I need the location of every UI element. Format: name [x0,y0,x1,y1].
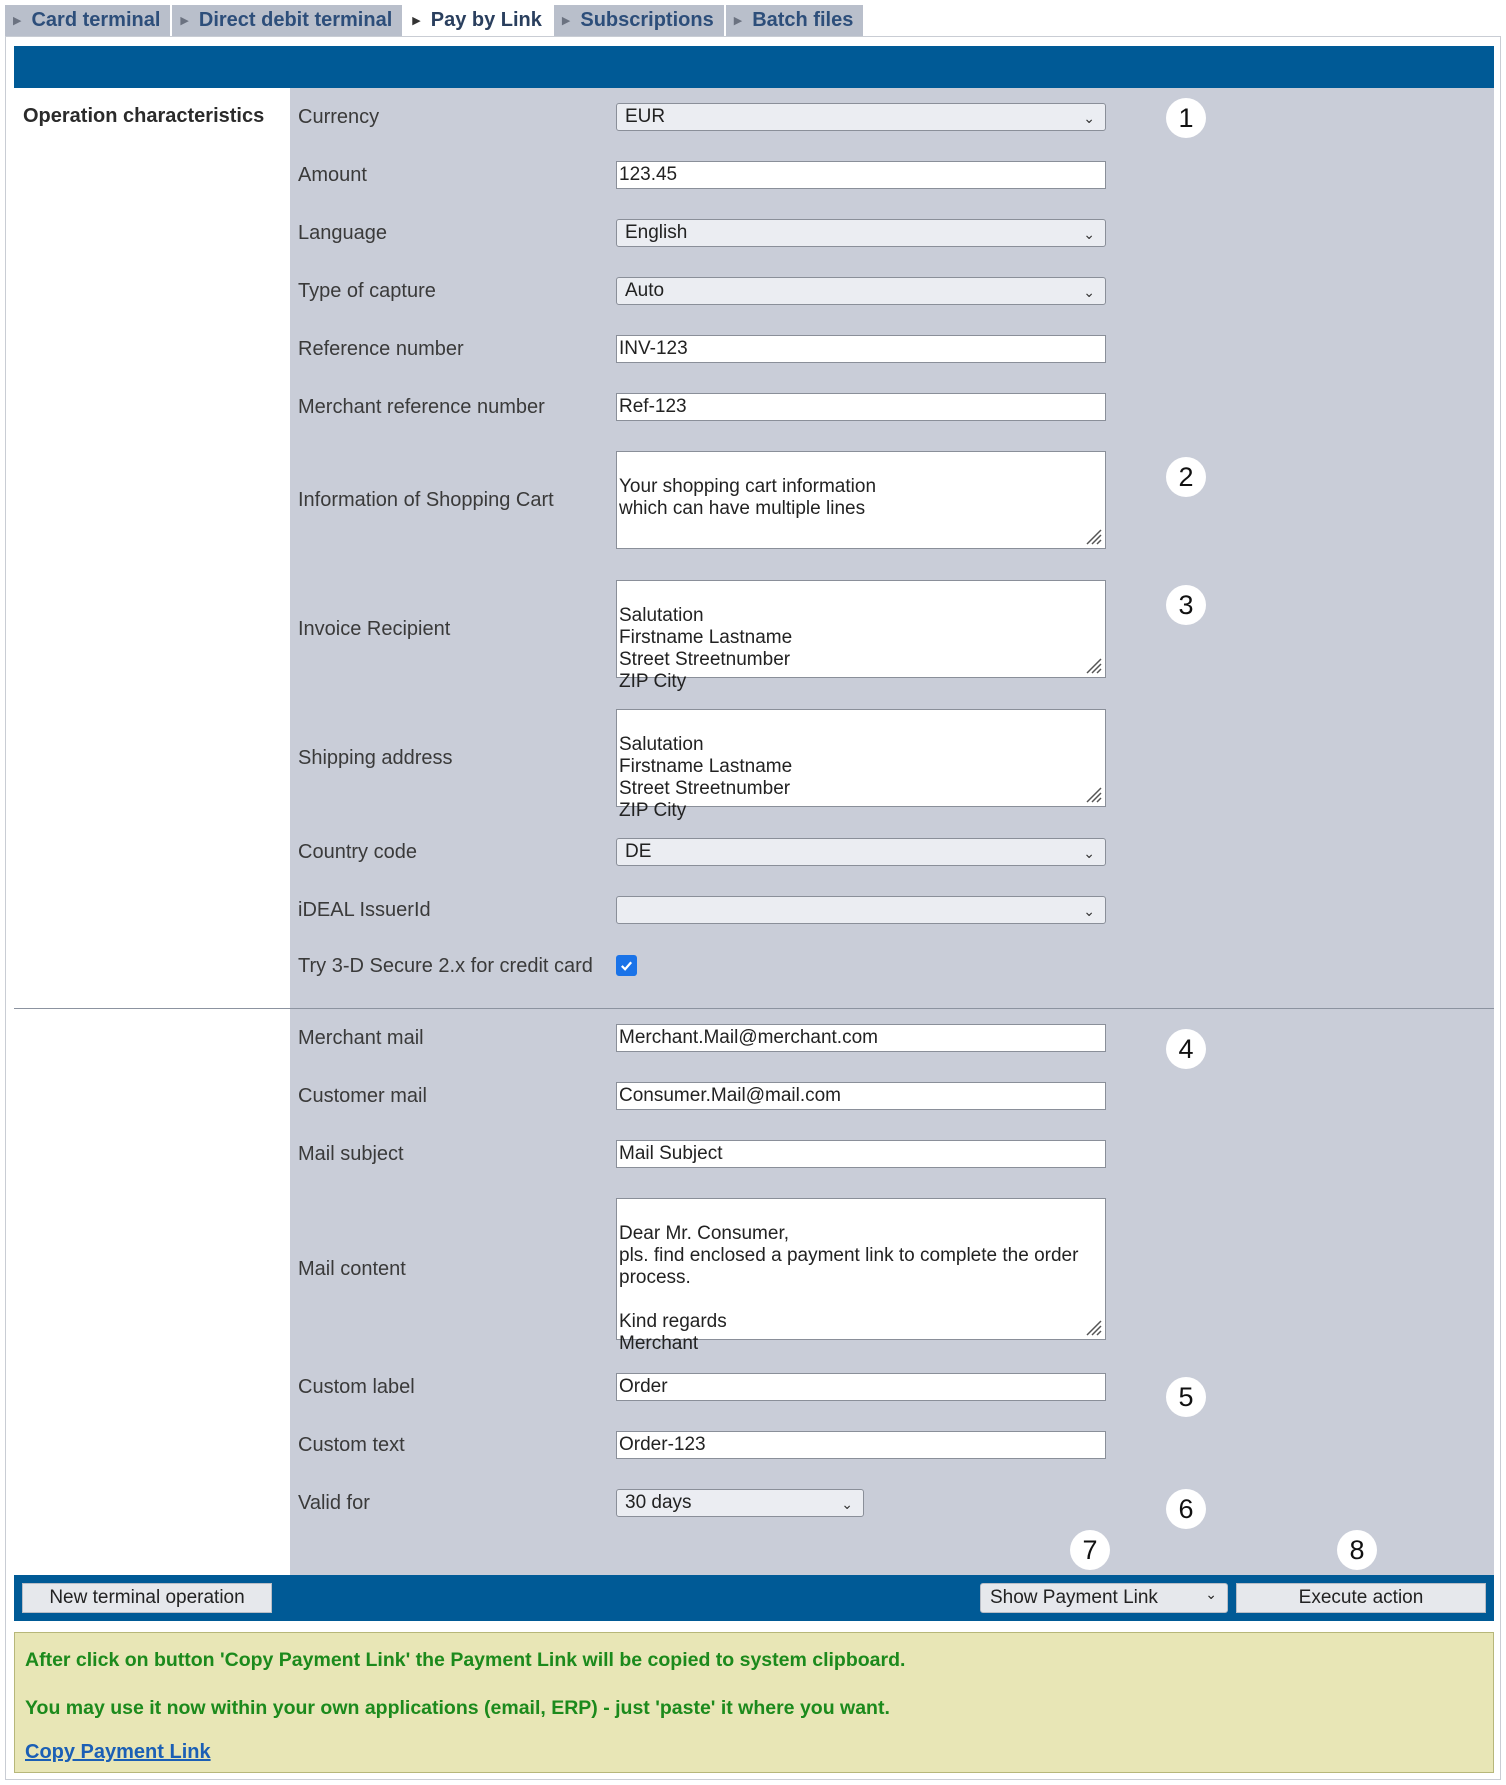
chevron-down-icon: ⌄ [1083,903,1095,919]
step-badge-5: 5 [1166,1377,1206,1417]
country-code-label: Country code [298,841,417,863]
capture-select[interactable] [616,277,1106,305]
language-label: Language [298,222,387,244]
chevron-down-icon: ⌄ [1083,110,1095,126]
currency-select[interactable] [616,103,1106,131]
tab-bar [5,5,865,36]
shopping-cart-label: Information of Shopping Cart [298,489,554,511]
mail-content-text: Dear Mr. Consumer, pls. find enclosed a payment link to complete the order process. Kind regards Merchant [619,1223,1079,1354]
section-title: Operation characteristics [23,105,265,127]
shopping-cart-text: Your shopping cart information which can have multiple lines [619,476,877,519]
customer-mail-input[interactable]: Consumer.Mail@mail.com [616,1082,1106,1110]
step-badge-7: 7 [1070,1530,1110,1570]
reference-input[interactable]: INV-123 [616,335,1106,363]
copy-payment-link[interactable]: Copy Payment Link [25,1741,211,1763]
country-code-select[interactable] [616,838,1106,866]
valid-for-value: 30 days [625,1492,692,1513]
ideal-issuer-select[interactable] [616,896,1106,924]
invoice-recipient-label: Invoice Recipient [298,618,451,640]
resize-grip-icon[interactable] [1082,654,1102,674]
chevron-down-icon: ⌄ [841,1496,853,1512]
tab-batch-files[interactable] [726,5,864,36]
step-badge-2: 2 [1166,457,1206,497]
shipping-address-text: Salutation Firstname Lastname Street Streetnumber ZIP City [619,734,793,821]
resize-grip-icon[interactable] [1082,783,1102,803]
execute-action-button[interactable]: Execute action [1236,1583,1486,1613]
language-select[interactable] [616,219,1106,247]
language-value: English [625,222,688,243]
tab-pay-by-link[interactable] [404,5,552,36]
info-box [14,1632,1494,1773]
tab-label: Pay by Link [430,9,542,31]
country-code-value: DE [625,841,652,862]
amount-label: Amount [298,164,367,186]
mail-content-label: Mail content [298,1258,406,1280]
tab-label: Subscriptions [580,9,714,31]
triangle-right-icon: ▶ [412,15,421,27]
chevron-down-icon: ⌄ [1205,1586,1217,1602]
tab-label: Direct debit terminal [198,9,393,31]
step-badge-6: 6 [1166,1489,1206,1529]
custom-text-label: Custom text [298,1434,405,1456]
currency-value: EUR [625,106,666,127]
capture-label: Type of capture [298,280,436,302]
mail-content-textarea[interactable] [616,1198,1106,1354]
chevron-down-icon: ⌄ [1083,226,1095,242]
capture-value: Auto [625,280,665,301]
shopping-cart-textarea[interactable] [616,451,1106,549]
step-badge-1: 1 [1166,98,1206,138]
currency-label: Currency [298,106,380,128]
section-divider [14,1008,1494,1009]
custom-text-input[interactable]: Order-123 [616,1431,1106,1459]
three-d-secure-label: Try 3-D Secure 2.x for credit card [298,955,593,977]
shipping-address-label: Shipping address [298,747,453,769]
mail-subject-label: Mail subject [298,1143,404,1165]
step-badge-8: 8 [1337,1530,1377,1570]
customer-mail-label: Customer mail [298,1085,427,1107]
show-payment-link-value: Show Payment Link [990,1587,1158,1608]
checkmark-icon [619,958,634,973]
valid-for-label: Valid for [298,1492,370,1514]
step-badge-4: 4 [1166,1029,1206,1069]
chevron-down-icon: ⌄ [1083,284,1095,300]
amount-input[interactable]: 123.45 [616,161,1106,189]
custom-label-input[interactable]: Order [616,1373,1106,1401]
mail-subject-input[interactable]: Mail Subject [616,1140,1106,1168]
merchant-reference-label: Merchant reference number [298,396,545,418]
info-line-clipboard: After click on button 'Copy Payment Link' the Payment Link will be copied to system clipboard. [25,1649,906,1671]
tab-label: Batch files [752,9,854,31]
tab-card-terminal[interactable] [5,5,170,36]
invoice-recipient-text: Salutation Firstname Lastname Street Streetnumber ZIP City [619,605,793,692]
ideal-issuer-label: iDEAL IssuerId [298,899,431,921]
form-panel [290,88,1494,1575]
three-d-secure-checkbox[interactable] [616,955,637,976]
show-payment-link-select[interactable] [980,1583,1228,1613]
merchant-reference-input[interactable]: Ref-123 [616,393,1106,421]
triangle-right-icon: ▶ [13,15,22,27]
step-badge-3: 3 [1166,585,1206,625]
header-bar [14,46,1494,88]
section-column [14,88,290,1575]
triangle-right-icon: ▶ [561,15,571,27]
custom-label-label: Custom label [298,1376,415,1398]
merchant-mail-input[interactable]: Merchant.Mail@merchant.com [616,1024,1106,1052]
invoice-recipient-textarea[interactable] [616,580,1106,692]
tab-subscriptions[interactable] [554,5,724,36]
tab-label: Card terminal [31,9,161,31]
valid-for-select[interactable] [616,1489,864,1517]
resize-grip-icon[interactable] [1082,525,1102,545]
triangle-right-icon: ▶ [180,15,189,27]
tab-direct-debit-terminal[interactable] [172,5,402,36]
new-terminal-operation-button[interactable]: New terminal operation [22,1583,272,1613]
chevron-down-icon: ⌄ [1083,845,1095,861]
info-line-paste: You may use it now within your own applications (email, ERP) - just 'paste' it where you want. [25,1697,890,1719]
shipping-address-textarea[interactable] [616,709,1106,821]
triangle-right-icon: ▶ [733,15,743,27]
merchant-mail-label: Merchant mail [298,1027,424,1049]
reference-label: Reference number [298,338,464,360]
resize-grip-icon[interactable] [1082,1316,1102,1336]
